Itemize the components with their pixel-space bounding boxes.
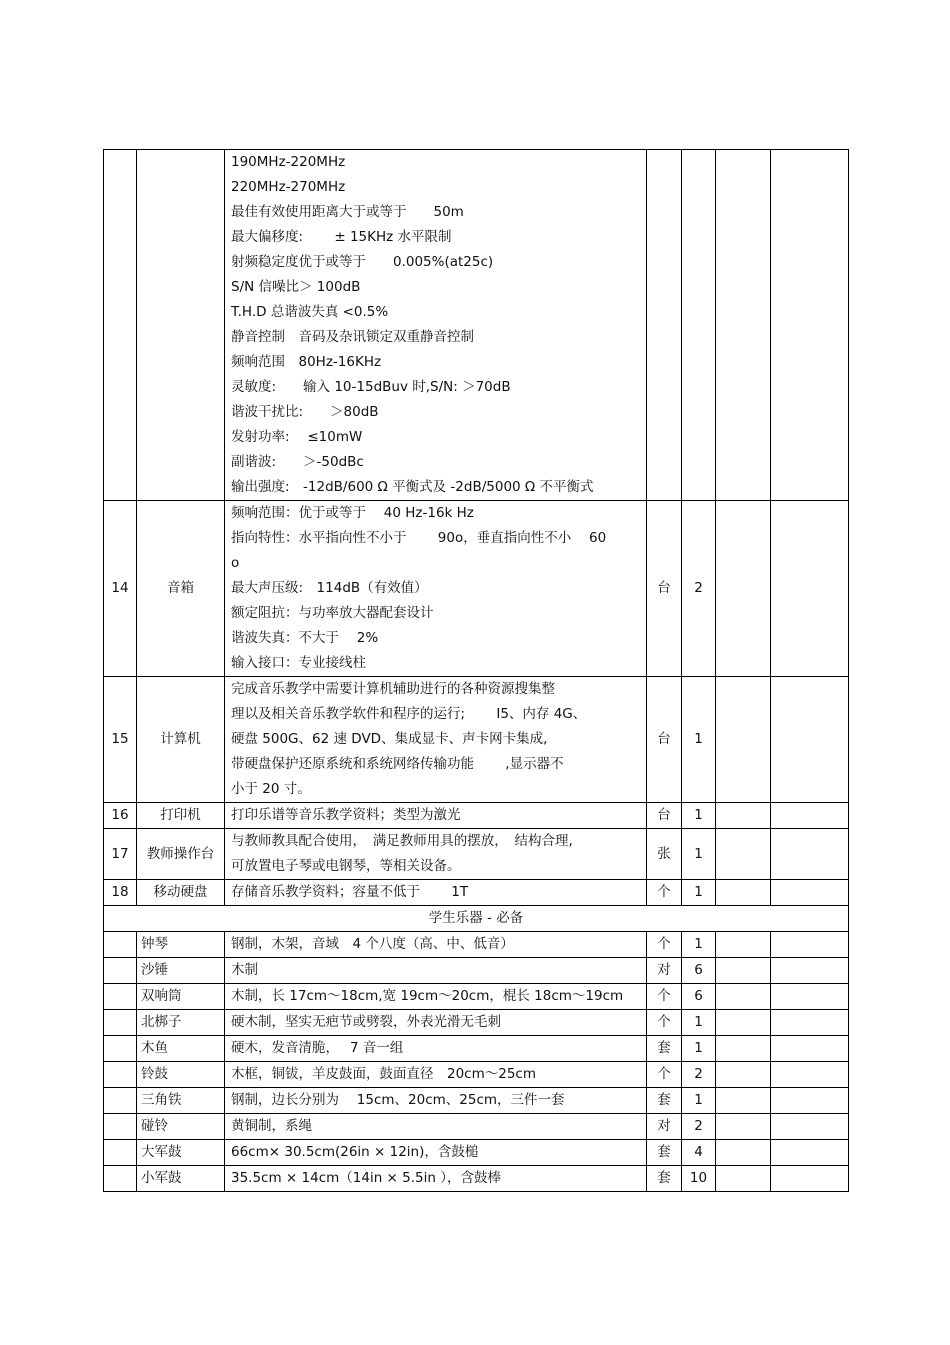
item-name-cell (137, 829, 225, 880)
table-row (104, 880, 849, 906)
table-row (104, 958, 849, 984)
empty-cell (716, 677, 771, 803)
empty-cell (771, 958, 849, 984)
spec-cell: 硬木，发音清脆， 7 音一组 (225, 1036, 647, 1062)
text-line: 谐波干扰比: ＞80dB (231, 404, 379, 420)
spec-cell (225, 880, 647, 906)
empty-cell (716, 1036, 771, 1062)
quantity-cell: 6 (682, 958, 716, 984)
text-line: 额定阻抗：与功率放大器配套设计 (231, 605, 434, 621)
text-line: 小于 20 寸。 (231, 781, 311, 797)
unit-cell: 台 (647, 803, 682, 829)
quantity-cell: 1 (682, 1010, 716, 1036)
table-row (104, 803, 849, 829)
empty-cell (771, 1140, 849, 1166)
spec-cell (225, 677, 647, 803)
text-line: 完成音乐教学中需要计算机辅助进行的各种资源搜集整 (231, 681, 555, 697)
text-line: o (231, 555, 240, 571)
row-number-cell (104, 1036, 137, 1062)
item-name-cell: 铃鼓 (137, 1062, 225, 1088)
text-line: 最大声压级: 114dB（有效值） (231, 580, 428, 596)
quantity-cell: 6 (682, 984, 716, 1010)
text-line: 输入接口：专业接线柱 (231, 655, 366, 671)
quantity-cell: 1 (682, 1088, 716, 1114)
empty-cell (771, 150, 849, 501)
unit-cell: 套 (647, 1088, 682, 1114)
item-name-cell (137, 150, 225, 501)
quantity-cell: 1 (682, 880, 716, 906)
quantity-cell: 10 (682, 1166, 716, 1192)
empty-cell (771, 1166, 849, 1192)
unit-cell: 个 (647, 984, 682, 1010)
empty-cell (771, 880, 849, 906)
equipment-table (103, 149, 849, 1192)
unit-cell: 个 (647, 1010, 682, 1036)
table-row (104, 1088, 849, 1114)
text-line: 存储音乐教学资料；容量不低于 1T (231, 884, 469, 900)
item-name-cell: 碰铃 (137, 1114, 225, 1140)
unit-cell: 对 (647, 958, 682, 984)
empty-cell (716, 803, 771, 829)
text-line: 台 (200, 845, 215, 862)
empty-cell (771, 1010, 849, 1036)
table-row (104, 1114, 849, 1140)
quantity-cell: 2 (682, 1062, 716, 1088)
table-row (104, 1062, 849, 1088)
row-number-cell (104, 1010, 137, 1036)
text-line: 最佳有效使用距离大于或等于 50m (231, 204, 464, 220)
quantity-cell: 4 (682, 1140, 716, 1166)
table-row (104, 1166, 849, 1192)
item-name-cell: 北梆子 (137, 1010, 225, 1036)
row-number-cell: 18 (104, 880, 137, 906)
section-row (104, 906, 849, 932)
unit-cell: 台 (647, 501, 682, 677)
table-row (104, 150, 849, 501)
text-line: S/N 信噪比＞ 100dB (231, 279, 361, 295)
row-number-cell (104, 1088, 137, 1114)
empty-cell (716, 932, 771, 958)
empty-cell (716, 1166, 771, 1192)
empty-cell (771, 1088, 849, 1114)
spec-cell: 66cm× 30.5cm(26in × 12in)，含鼓槌 (225, 1140, 647, 1166)
spec-cell (225, 829, 647, 880)
spec-cell: 钢制，木架，音域 4 个八度（高、中、低音） (225, 932, 647, 958)
empty-cell (771, 1036, 849, 1062)
spec-cell: 黄铜制，系绳 (225, 1114, 647, 1140)
row-number-cell: 17 (104, 829, 137, 880)
spec-cell: 木制，长 17cm～18cm,宽 19cm～20cm，棍长 18cm～19cm (225, 984, 647, 1010)
spec-cell: 硬木制，坚实无疤节或劈裂，外表光滑无毛刺 (225, 1010, 647, 1036)
quantity-cell: 1 (682, 803, 716, 829)
row-number-cell (104, 150, 137, 501)
empty-cell (771, 829, 849, 880)
text-line: 理以及相关音乐教学软件和程序的运行; I5、内存 4G、 (231, 706, 587, 722)
empty-cell (771, 501, 849, 677)
empty-cell (716, 829, 771, 880)
row-number-cell: 16 (104, 803, 137, 829)
text-line: 输出强度: -12dB/600 Ω 平衡式及 -2dB/5000 Ω 不平衡式 (231, 479, 594, 495)
empty-cell (716, 1114, 771, 1140)
text-line: 静音控制 音码及杂讯锁定双重静音控制 (231, 329, 474, 345)
quantity-cell (682, 150, 716, 501)
empty-cell (716, 880, 771, 906)
row-number-cell (104, 958, 137, 984)
unit-cell: 个 (647, 932, 682, 958)
empty-cell (771, 1114, 849, 1140)
unit-cell (647, 150, 682, 501)
item-name-cell: 双响筒 (137, 984, 225, 1010)
spec-cell (225, 803, 647, 829)
text-line: 灵敏度: 输入 10-15dBuv 时,S/N: ＞70dB (231, 379, 511, 395)
empty-cell (716, 958, 771, 984)
item-name-cell: 打印机 (137, 803, 225, 829)
row-number-cell (104, 1166, 137, 1192)
text-line: 最大偏移度: ± 15KHz 水平限制 (231, 229, 452, 245)
empty-cell (716, 984, 771, 1010)
row-number-cell: 15 (104, 677, 137, 803)
text-line: 190MHz-220MHz (231, 154, 346, 170)
text-line: 谐波失真：不大于 2% (231, 630, 379, 646)
table-row (104, 1036, 849, 1062)
unit-cell: 个 (647, 880, 682, 906)
text-line: 教师操作 (146, 845, 201, 862)
row-number-cell (104, 932, 137, 958)
text-line: 副谐波: ＞-50dBc (231, 454, 364, 470)
unit-cell: 个 (647, 1062, 682, 1088)
spec-cell (225, 150, 647, 501)
unit-cell: 张 (647, 829, 682, 880)
unit-cell: 对 (647, 1114, 682, 1140)
empty-cell (716, 1062, 771, 1088)
unit-cell: 套 (647, 1166, 682, 1192)
empty-cell (771, 984, 849, 1010)
spec-cell: 木制 (225, 958, 647, 984)
item-name-cell: 移动硬盘 (137, 880, 225, 906)
text-line: 频响范围 80Hz-16KHz (231, 354, 382, 370)
empty-cell (716, 1010, 771, 1036)
row-number-cell (104, 1062, 137, 1088)
text-line: 频响范围：优于或等于 40 Hz-16k Hz (231, 505, 474, 521)
quantity-cell: 1 (682, 829, 716, 880)
unit-cell: 套 (647, 1140, 682, 1166)
item-name-cell: 木鱼 (137, 1036, 225, 1062)
text-line: 指向特性：水平指向性不小于 90o，垂直指向性不小 60 (231, 530, 607, 546)
table-row (104, 677, 849, 803)
table-row (104, 932, 849, 958)
quantity-cell: 1 (682, 677, 716, 803)
quantity-cell: 1 (682, 1036, 716, 1062)
quantity-cell: 1 (682, 932, 716, 958)
text-line: 220MHz-270MHz (231, 179, 346, 195)
text-line: 发射功率: ≤10mW (231, 429, 363, 445)
empty-cell (771, 932, 849, 958)
text-line: 与教师教具配合使用， 满足教师用具的摆放， 结构合理, (231, 833, 573, 849)
spec-cell: 钢制，边长分别为 15cm、20cm、25cm，三件一套 (225, 1088, 647, 1114)
spec-cell: 木框，铜钹，羊皮鼓面，鼓面直径 20cm～25cm (225, 1062, 647, 1088)
item-name-cell: 沙锤 (137, 958, 225, 984)
empty-cell (771, 677, 849, 803)
table-row (104, 501, 849, 677)
spec-cell: 35.5cm × 14cm（14in × 5.5in ），含鼓棒 (225, 1166, 647, 1192)
item-name-cell: 钟琴 (137, 932, 225, 958)
text-line: 带硬盘保护还原系统和系统网络传输功能 ,显示器不 (231, 756, 564, 772)
unit-cell: 台 (647, 677, 682, 803)
empty-cell (771, 803, 849, 829)
table-row (104, 1010, 849, 1036)
row-number-cell (104, 1140, 137, 1166)
empty-cell (716, 150, 771, 501)
section-title: 学生乐器 - 必备 (104, 906, 849, 932)
table-row (104, 829, 849, 880)
empty-cell (716, 1140, 771, 1166)
item-name-cell: 三角铁 (137, 1088, 225, 1114)
row-number-cell (104, 1114, 137, 1140)
empty-cell (716, 1088, 771, 1114)
row-number-cell: 14 (104, 501, 137, 677)
table-row (104, 1140, 849, 1166)
item-name-cell: 音箱 (137, 501, 225, 677)
text-line: 射频稳定度优于或等于 0.005%(at25c) (231, 254, 494, 270)
quantity-cell: 2 (682, 1114, 716, 1140)
item-name-cell: 计算机 (137, 677, 225, 803)
text-line: 硬盘 500G、62 速 DVD、集成显卡、声卡网卡集成, (231, 731, 548, 747)
item-name-cell: 大军鼓 (137, 1140, 225, 1166)
table-body (104, 150, 849, 1192)
item-name-cell: 小军鼓 (137, 1166, 225, 1192)
empty-cell (716, 501, 771, 677)
spec-cell (225, 501, 647, 677)
empty-cell (771, 1062, 849, 1088)
quantity-cell: 2 (682, 501, 716, 677)
row-number-cell (104, 984, 137, 1010)
table-row (104, 984, 849, 1010)
unit-cell: 套 (647, 1036, 682, 1062)
text-line: 可放置电子琴或电钢琴，等相关设备。 (231, 858, 461, 874)
text-line: T.H.D 总谐波失真 <0.5% (231, 304, 389, 320)
text-line: 打印乐谱等音乐教学资料；类型为激光 (231, 807, 461, 823)
